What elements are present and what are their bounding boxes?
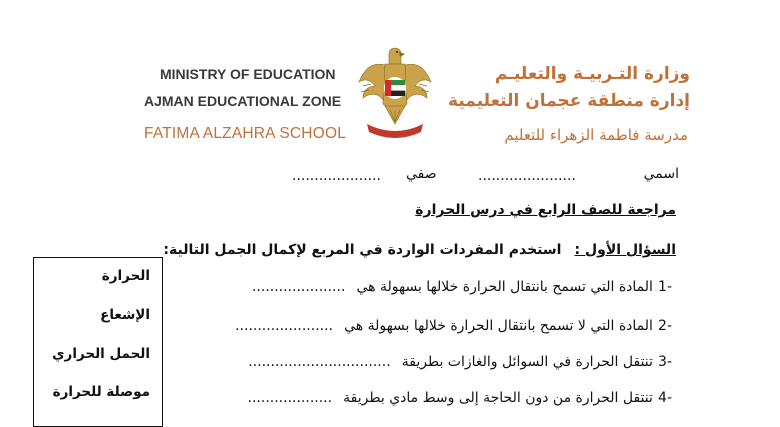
question-1-instruction: استخدم المفردات الواردة في المربع لإكمال الجمل التالية: xyxy=(163,242,562,258)
word-bank-item: موصلة للحرارة xyxy=(52,384,150,400)
school-ar: مدرسة فاطمة الزهراء للتعليم xyxy=(504,126,688,144)
page-title: مراجعة للصف الرابع في درس الحرارة xyxy=(415,202,676,218)
sentence-number: -3 xyxy=(658,354,672,370)
sentence-1 xyxy=(252,276,672,295)
ministry-ar: وزارة التـربيـة والتعليـم xyxy=(494,64,690,84)
emblem-caption: الإمارات العربية المتحدة xyxy=(372,124,418,129)
sentence-text: تنتقل الحرارة في السوائل والغازات بطريقة xyxy=(401,354,653,370)
sentence-number: -1 xyxy=(658,279,672,295)
answer-blank: ................................ xyxy=(248,354,391,370)
question-1-label: السؤال الأول : xyxy=(574,242,676,258)
class-dots: .................... xyxy=(292,168,382,184)
ministry-en: MINISTRY OF EDUCATION xyxy=(160,66,336,82)
name-label: اسمي xyxy=(643,166,679,182)
sentence-number: -2 xyxy=(658,318,672,334)
sentence-number: -4 xyxy=(658,390,672,406)
question-1 xyxy=(163,239,676,258)
answer-blank: ..................... xyxy=(251,279,346,295)
sentence-text: المادة التي لا تسمح بانتقال الحرارة خلالها بسهولة هي xyxy=(344,318,653,334)
word-bank-item: الحمل الحراري xyxy=(52,346,150,362)
zone-ar: إدارة منطقة عجمان التعليمية xyxy=(448,91,690,111)
sentence-text: المادة التي تسمح بانتقال الحرارة خلالها بسهولة هي xyxy=(356,279,653,295)
word-bank-item: الحرارة xyxy=(101,268,150,284)
zone-en: AJMAN EDUCATIONAL ZONE xyxy=(144,93,342,109)
answer-blank: ................... xyxy=(247,390,333,406)
class-label: صفي xyxy=(406,166,437,182)
answer-blank: ...................... xyxy=(235,318,333,334)
sentence-2 xyxy=(235,315,672,334)
word-bank-item: الإشعاع xyxy=(100,307,150,323)
sentence-4 xyxy=(248,387,672,406)
school-en: FATIMA ALZAHRA SCHOOL xyxy=(144,125,347,142)
sentence-text: تنتقل الحرارة من دون الحاجة إلى وسط مادي بطريقة xyxy=(343,390,653,406)
word-bank-box xyxy=(33,257,163,427)
uae-emblem xyxy=(355,40,435,140)
name-dots: ...................... xyxy=(478,168,576,184)
sentence-3 xyxy=(248,351,672,370)
